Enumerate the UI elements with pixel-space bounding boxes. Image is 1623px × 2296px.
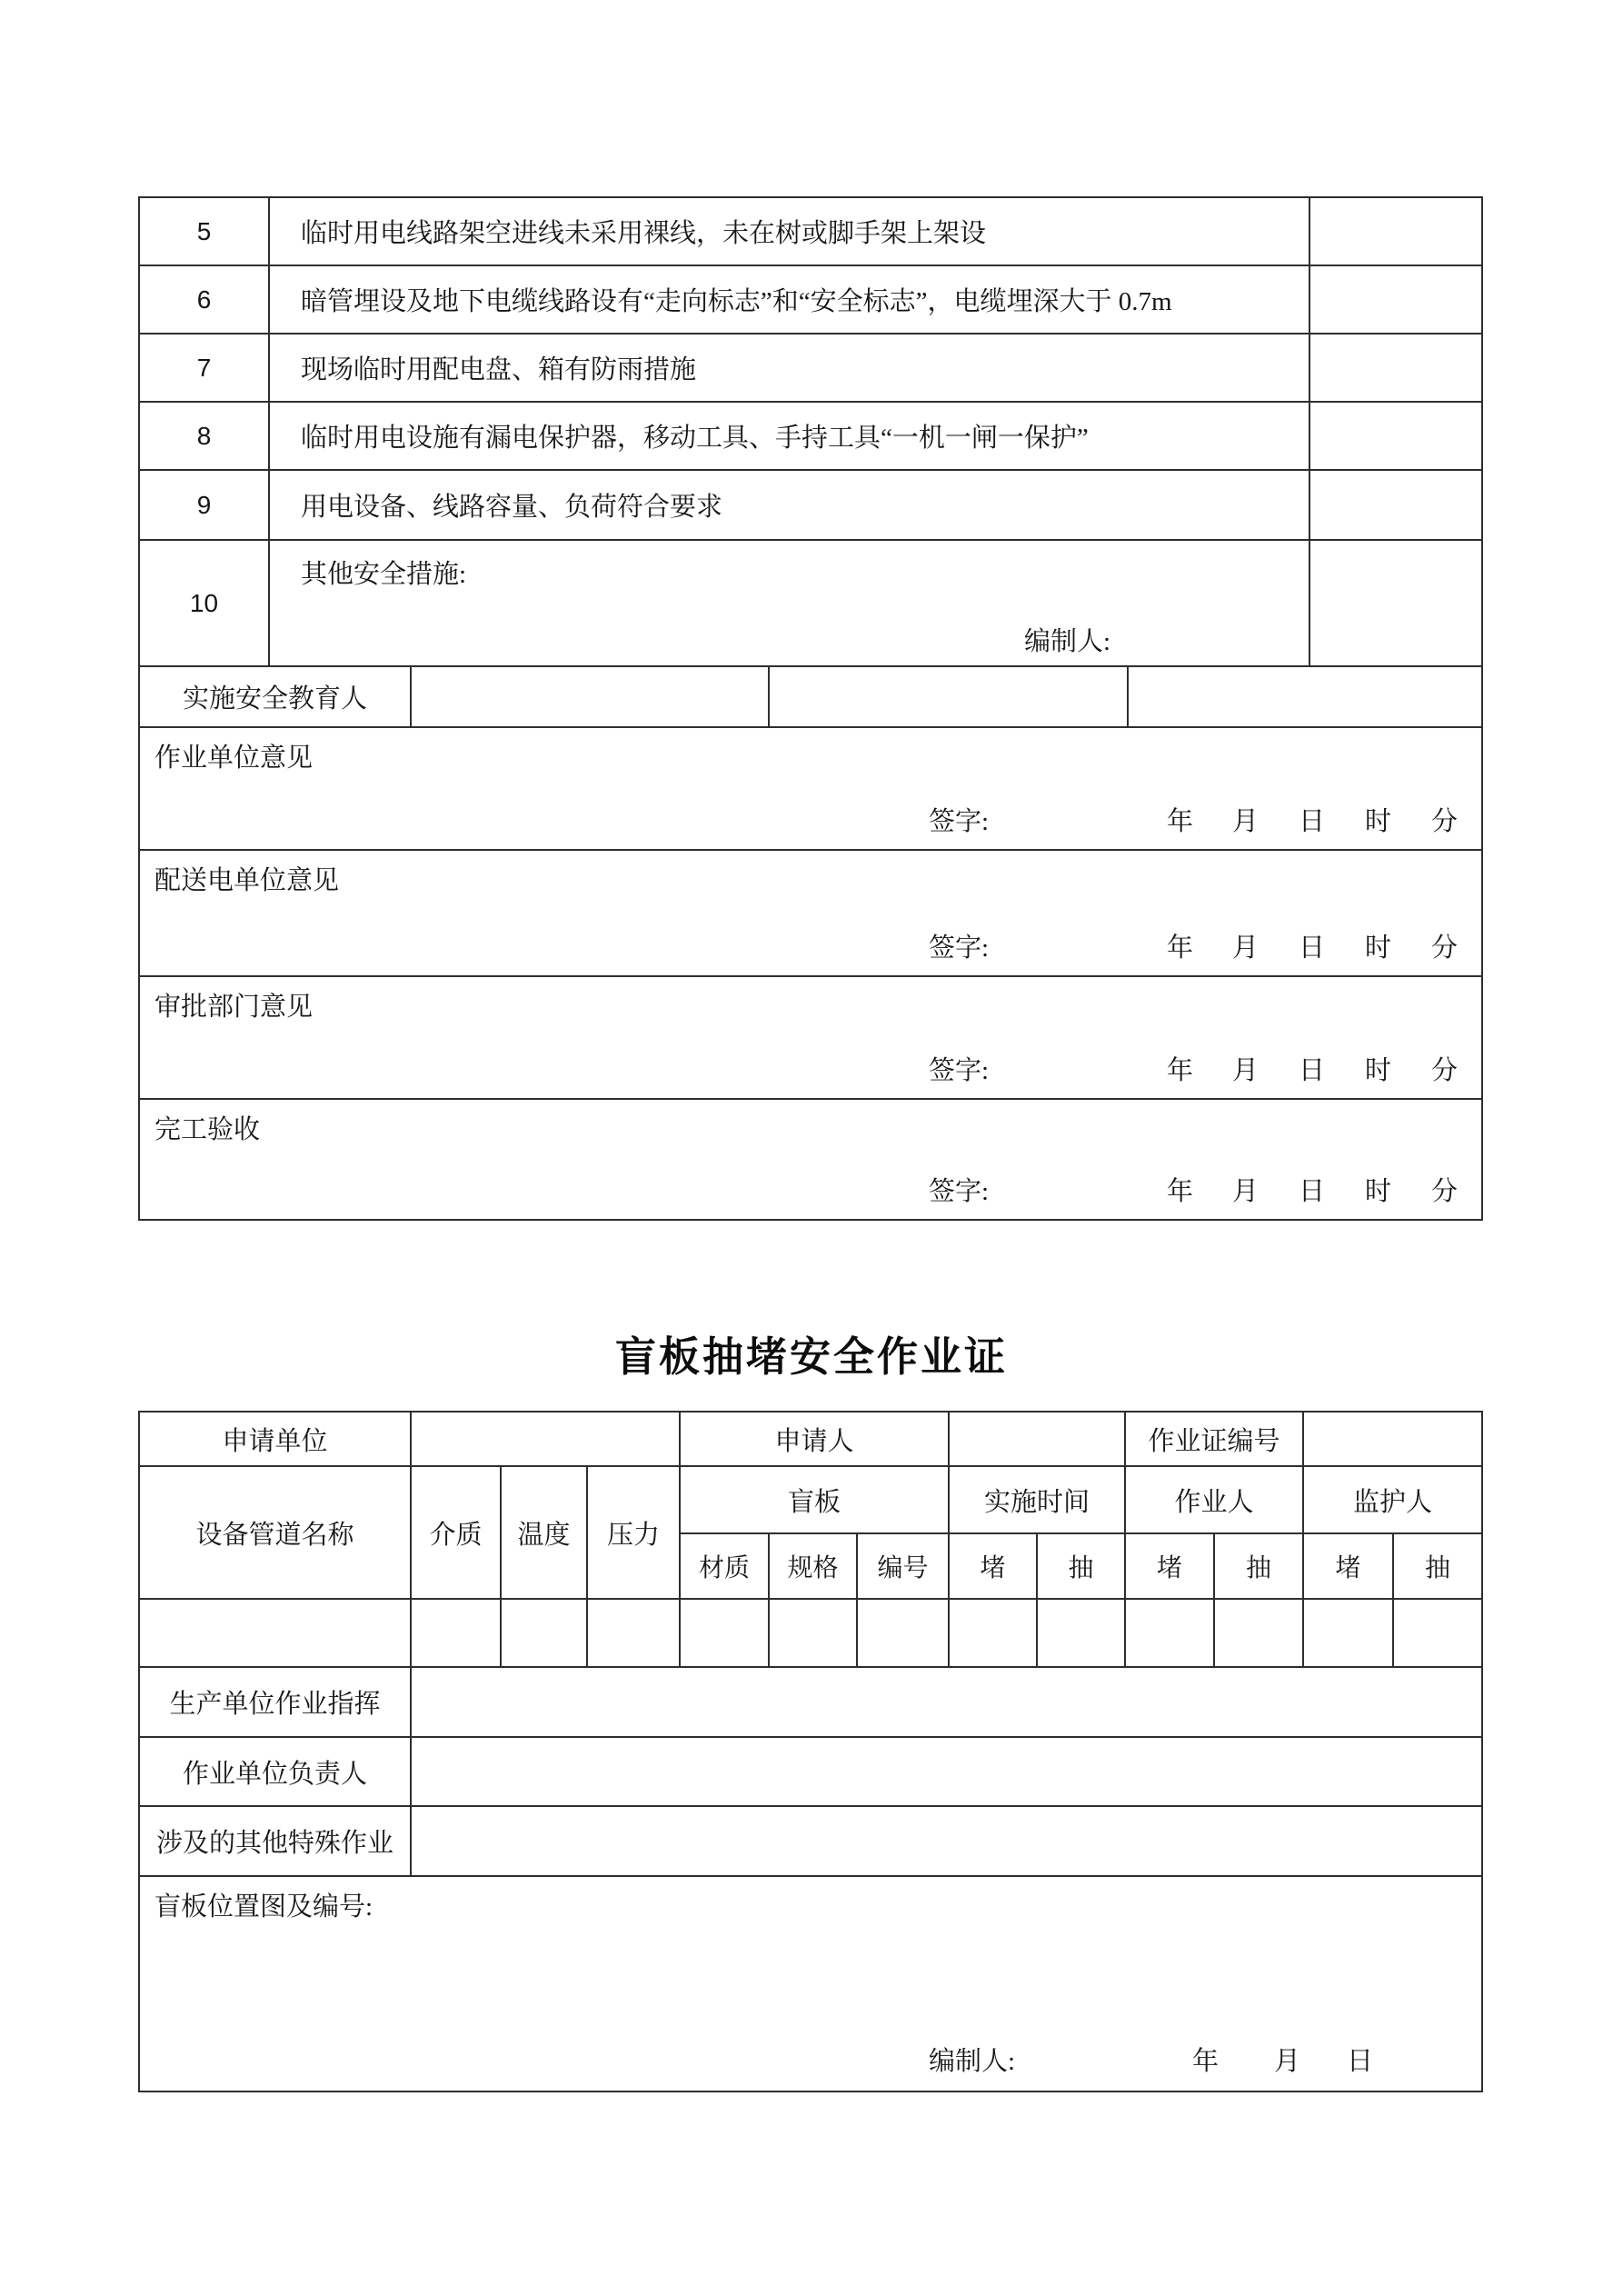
row-number: 5 xyxy=(140,198,270,265)
sign-label: 签字: xyxy=(929,1056,990,1085)
check-cell[interactable] xyxy=(1310,198,1481,265)
row-description: 暗管埋设及地下电缆线路设有“走向标志”和“安全标志”，电缆埋深大于 0.7m xyxy=(270,266,1310,333)
date-unit-day: 日 xyxy=(1299,1056,1326,1085)
section-label: 配送电单位意见 xyxy=(154,866,340,895)
work-unit-head-label: 作业单位负责人 xyxy=(140,1738,412,1805)
check-cell[interactable] xyxy=(1310,471,1481,539)
date-unit-hour: 时 xyxy=(1365,807,1392,836)
blind-plate-header-group xyxy=(681,1467,950,1598)
spec-header: 规格 xyxy=(770,1534,858,1598)
safety-educator-label: 实施安全教育人 xyxy=(140,667,412,726)
work-unit-head-input-cell[interactable] xyxy=(412,1738,1481,1805)
permit-no-input-cell[interactable] xyxy=(1304,1413,1481,1465)
power-supply-unit-opinion-section[interactable] xyxy=(140,851,1481,977)
application-row xyxy=(140,1413,1481,1467)
material-header: 材质 xyxy=(681,1534,770,1598)
production-commander-label: 生产单位作业指挥 xyxy=(140,1668,412,1736)
preparer-label: 编制人: xyxy=(929,2047,1016,2076)
date-unit-year: 年 xyxy=(1167,807,1194,836)
row-number: 7 xyxy=(140,334,270,401)
approval-department-opinion-section[interactable] xyxy=(140,977,1481,1100)
date-unit-minute: 分 xyxy=(1431,1056,1459,1085)
time-plug-header: 堵 xyxy=(950,1534,1038,1598)
other-measures-label: 其他安全措施: xyxy=(301,560,467,589)
date-unit-month: 月 xyxy=(1232,1056,1260,1085)
data-entry-row xyxy=(140,1600,1481,1668)
guardian-pull-header: 抽 xyxy=(1424,1554,1450,1582)
time-pull-header: 抽 xyxy=(1068,1554,1094,1582)
row-number: 8 xyxy=(140,403,270,469)
work-unit-head-row xyxy=(140,1738,1481,1807)
blind-plate-permit-table xyxy=(138,1411,1483,2092)
production-commander-row xyxy=(140,1668,1481,1738)
device-input-cell[interactable] xyxy=(140,1600,412,1666)
checklist-row-5 xyxy=(140,198,1481,266)
date-unit-month: 月 xyxy=(1232,807,1260,836)
educator-input-cell[interactable] xyxy=(770,667,1129,726)
checklist-row-6 xyxy=(140,266,1481,334)
checklist-row-7 xyxy=(140,334,1481,403)
section-label: 完工验收 xyxy=(154,1115,261,1144)
implement-time-header-group xyxy=(950,1467,1126,1598)
other-measures-cell[interactable] xyxy=(270,541,1310,665)
date-unit-year: 年 xyxy=(1167,1056,1194,1085)
date-unit-day: 日 xyxy=(1299,933,1326,963)
date-unit-year: 年 xyxy=(1167,1177,1194,1206)
apply-unit-input-cell[interactable] xyxy=(412,1413,681,1465)
blind-plate-position-section[interactable] xyxy=(140,1877,1481,2091)
number-header: 编号 xyxy=(877,1554,929,1582)
row-description: 临时用电设施有漏电保护器，移动工具、手持工具“一机一闸一保护” xyxy=(270,403,1310,469)
worker-pull-input-cell[interactable] xyxy=(1215,1600,1304,1666)
worker-header-group xyxy=(1126,1467,1304,1598)
row-number: 9 xyxy=(140,471,270,539)
temperature-input-cell[interactable] xyxy=(502,1600,588,1666)
worker-plug-input-cell[interactable] xyxy=(1126,1600,1215,1666)
check-cell[interactable] xyxy=(1310,334,1481,401)
time-plug-input-cell[interactable] xyxy=(950,1600,1038,1666)
preparer-label: 编制人: xyxy=(1024,627,1111,656)
guardian-header-group xyxy=(1304,1467,1481,1598)
position-diagram-label: 盲板位置图及编号: xyxy=(154,1892,373,1922)
other-special-work-input-cell[interactable] xyxy=(412,1807,1481,1875)
guardian-plug-header: 堵 xyxy=(1304,1534,1394,1598)
blind-plate-group-label: 盲板 xyxy=(681,1467,948,1534)
sign-label: 签字: xyxy=(929,1177,990,1206)
other-special-work-label: 涉及的其他特殊作业 xyxy=(140,1807,412,1875)
production-commander-input-cell[interactable] xyxy=(412,1668,1481,1736)
date-unit-year: 年 xyxy=(1167,933,1194,963)
row-description: 现场临时用配电盘、箱有防雨措施 xyxy=(270,334,1310,401)
date-unit-minute: 分 xyxy=(1431,1177,1459,1206)
medium-header: 介质 xyxy=(412,1467,502,1598)
date-unit-day: 日 xyxy=(1347,2047,1374,2076)
work-unit-opinion-section[interactable] xyxy=(140,728,1481,851)
material-input-cell[interactable] xyxy=(681,1600,770,1666)
row-description: 用电设备、线路容量、负荷符合要求 xyxy=(270,471,1310,539)
worker-group-label: 作业人 xyxy=(1126,1467,1302,1534)
sign-label: 签字: xyxy=(929,807,990,836)
worker-pull-header: 抽 xyxy=(1245,1554,1271,1582)
date-unit-minute: 分 xyxy=(1431,807,1459,836)
date-unit-day: 日 xyxy=(1299,807,1326,836)
educator-input-cell[interactable] xyxy=(1129,667,1481,726)
checklist-row-9 xyxy=(140,471,1481,541)
date-unit-minute: 分 xyxy=(1431,933,1459,963)
row-number: 10 xyxy=(140,541,270,665)
apply-unit-label: 申请单位 xyxy=(140,1413,412,1465)
checklist-row-10 xyxy=(140,541,1481,667)
other-special-work-row xyxy=(140,1807,1481,1877)
check-cell[interactable] xyxy=(1310,403,1481,469)
date-unit-month: 月 xyxy=(1232,933,1260,963)
temporary-electricity-table xyxy=(138,196,1483,1221)
check-cell[interactable] xyxy=(1310,541,1481,665)
header-row xyxy=(140,1467,1481,1600)
row-number: 6 xyxy=(140,266,270,333)
temperature-header: 温度 xyxy=(502,1467,588,1598)
implement-time-group-label: 实施时间 xyxy=(950,1467,1124,1534)
time-pull-input-cell[interactable] xyxy=(1038,1600,1126,1666)
row-description: 临时用电线路架空进线未采用裸线，未在树或脚手架上架设 xyxy=(270,198,1310,265)
date-unit-month: 月 xyxy=(1274,2047,1301,2076)
guardian-plug-input-cell[interactable] xyxy=(1304,1600,1394,1666)
section-label: 审批部门意见 xyxy=(154,993,314,1022)
date-unit-hour: 时 xyxy=(1365,1056,1392,1085)
applicant-input-cell[interactable] xyxy=(950,1413,1126,1465)
checklist-row-8 xyxy=(140,403,1481,471)
date-unit-year: 年 xyxy=(1192,2047,1220,2076)
educator-input-cell[interactable] xyxy=(412,667,770,726)
medium-input-cell[interactable] xyxy=(412,1600,502,1666)
pressure-header: 压力 xyxy=(588,1467,681,1598)
date-unit-day: 日 xyxy=(1299,1177,1326,1206)
safety-educator-row xyxy=(140,667,1481,728)
guardian-pull-input-cell[interactable] xyxy=(1394,1600,1481,1666)
spec-input-cell[interactable] xyxy=(770,1600,858,1666)
date-unit-month: 月 xyxy=(1232,1177,1260,1206)
date-unit-hour: 时 xyxy=(1365,1177,1392,1206)
check-cell[interactable] xyxy=(1310,266,1481,333)
date-unit-hour: 时 xyxy=(1365,933,1392,963)
applicant-label: 申请人 xyxy=(681,1413,950,1465)
permit-no-label: 作业证编号 xyxy=(1126,1413,1304,1465)
guardian-group-label: 监护人 xyxy=(1304,1467,1481,1534)
worker-plug-header: 堵 xyxy=(1126,1534,1215,1598)
number-input-cell[interactable] xyxy=(858,1600,950,1666)
sign-label: 签字: xyxy=(929,933,990,963)
page-title: 盲板抽堵安全作业证 xyxy=(614,1333,1008,1380)
device-pipe-name-header: 设备管道名称 xyxy=(140,1467,412,1598)
section-label: 作业单位意见 xyxy=(154,744,314,773)
pressure-input-cell[interactable] xyxy=(588,1600,681,1666)
completion-acceptance-section[interactable] xyxy=(140,1100,1481,1219)
